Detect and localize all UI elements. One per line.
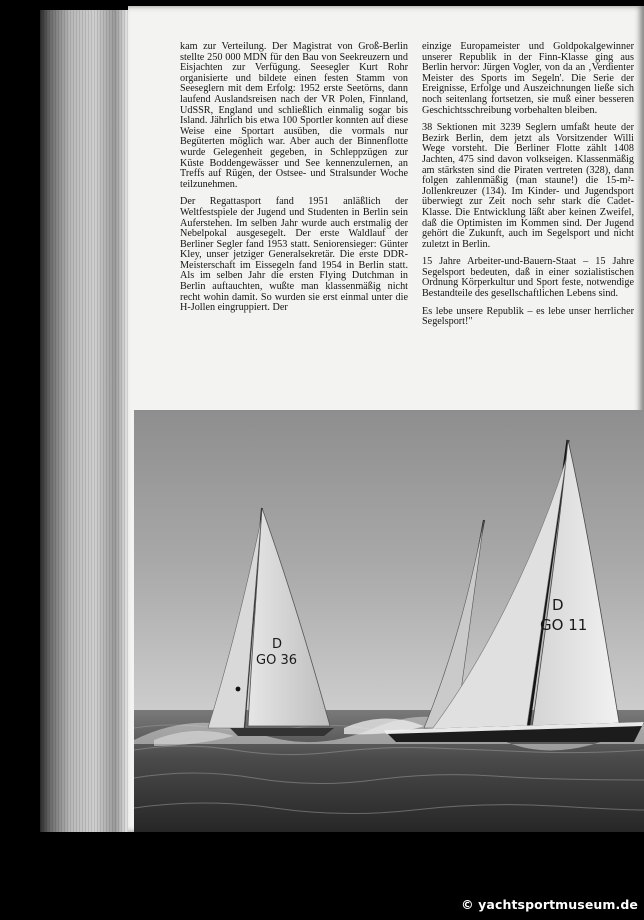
paragraph: kam zur Verteilung. Der Magistrat von Groß-Berlin stellte 250 000 MDN für den Bau von Seekreuzern und Eisjachten zur Verfügung. Seesegler Kurt Rohr organisierte und bildete einen festen Stamm von Seeseglern mit dem Erfolg: 1952 erste Seetörns, dann laufend Auslandsreisen nach der VR Polen, Finnland, UdSSR, England und schließlich einmalig sogar bis Island. Jährlich bis etwa 100 Sportler konnten auf diese Weise eine Sportart ausüben, die vormals nur Begüterten möglich war. Aber auch der Binnenflotte wurde Gelegenheit gegeben, in Schleppzügen zur Küste Boddengewässer und See kennenzulernen, an Treffs auf Rügen, der Ostsee- und Stralsunder Woche teilzunehmen.: [180, 41, 408, 190]
paragraph: Es lebe unsere Republik – es lebe unser herrlicher Segelsport!": [422, 305, 634, 328]
book-page: [128, 6, 644, 832]
paragraph: 38 Sektionen mit 3239 Seglern umfaßt heute der Bezirk Berlin, dem jetzt als Vorsitzender Willi Wege vorsteht. Die Berliner Flotte zählt 1408 Jachten, 475 sind davon volkseigen. Klassenmäßig am stärksten sind die Piraten vertreten (328), dann folgen zahlenmäßig (man staune!) die 15-m²-Jollenkreuzer (134). Im Kinder- und Jugendsport überwiegt zur Zeit noch sehr stark die Cadet-Klasse. Die Entwicklung läßt aber keinen Zweifel, daß die Optimisten im Kommen sind. Der Jugend gehört die Zukunft, auch im Segelsport und nicht zuletzt in Berlin.: [422, 122, 634, 250]
sail-letter: D: [552, 596, 564, 614]
book-page-edges: [40, 10, 140, 832]
right-text-column: [422, 42, 634, 335]
sailing-photo: [134, 410, 644, 832]
paragraph: einzige Europameister und Goldpokalgewinner unserer Republik in der Finn-Klasse ging aus Berlin hervor: Jürgen Vogler, von da an ‚Verdienter Meister des Sports im Segeln'. Die Serie der Ereignisse, Erfolge und Auszeichnungen ließe sich noch seitenlang fortsetzen, sie muß einer besseren Geschichtsschreibung vorbehalten bleiben.: [422, 41, 634, 116]
left-text-column: [180, 42, 408, 321]
paragraph: 15 Jahre Arbeiter-und-Bauern-Staat – 15 Jahre Segelsport bedeuten, daß in einer sozialistischen Ordnung Körperkultur und Sport feste, notwendige Bestandteile des gesellschaftlichen Lebens sind.: [422, 256, 634, 300]
copyright-watermark: © yachtsportmuseum.de: [461, 897, 638, 912]
paragraph: Der Regattasport fand 1951 anläßlich der Weltfestspiele der Jugend und Studenten in Berlin sein Auferstehen. Im selben Jahr wurde auch erstmalig der Nebelpokal ausgesegelt. Der erste Waldlauf der Berliner Segler fand 1953 statt. Seniorensieger: Günter Kley, unser jetziger Generalsekretär. Die erste DDR-Meisterschaft im Eissegeln fand 1954 in Berlin statt. Als im selben Jahr die ersten Flying Dutchman in Berlin auftauchten, wußte man klassenmäßig nicht recht wohin damit. So wurden sie erst einmal unter die H-Jollen eingruppiert. Der: [180, 196, 408, 314]
sail-letter: D: [272, 637, 283, 652]
sail-number: GO 36: [256, 653, 297, 668]
sail-number: GO 11: [540, 616, 588, 634]
